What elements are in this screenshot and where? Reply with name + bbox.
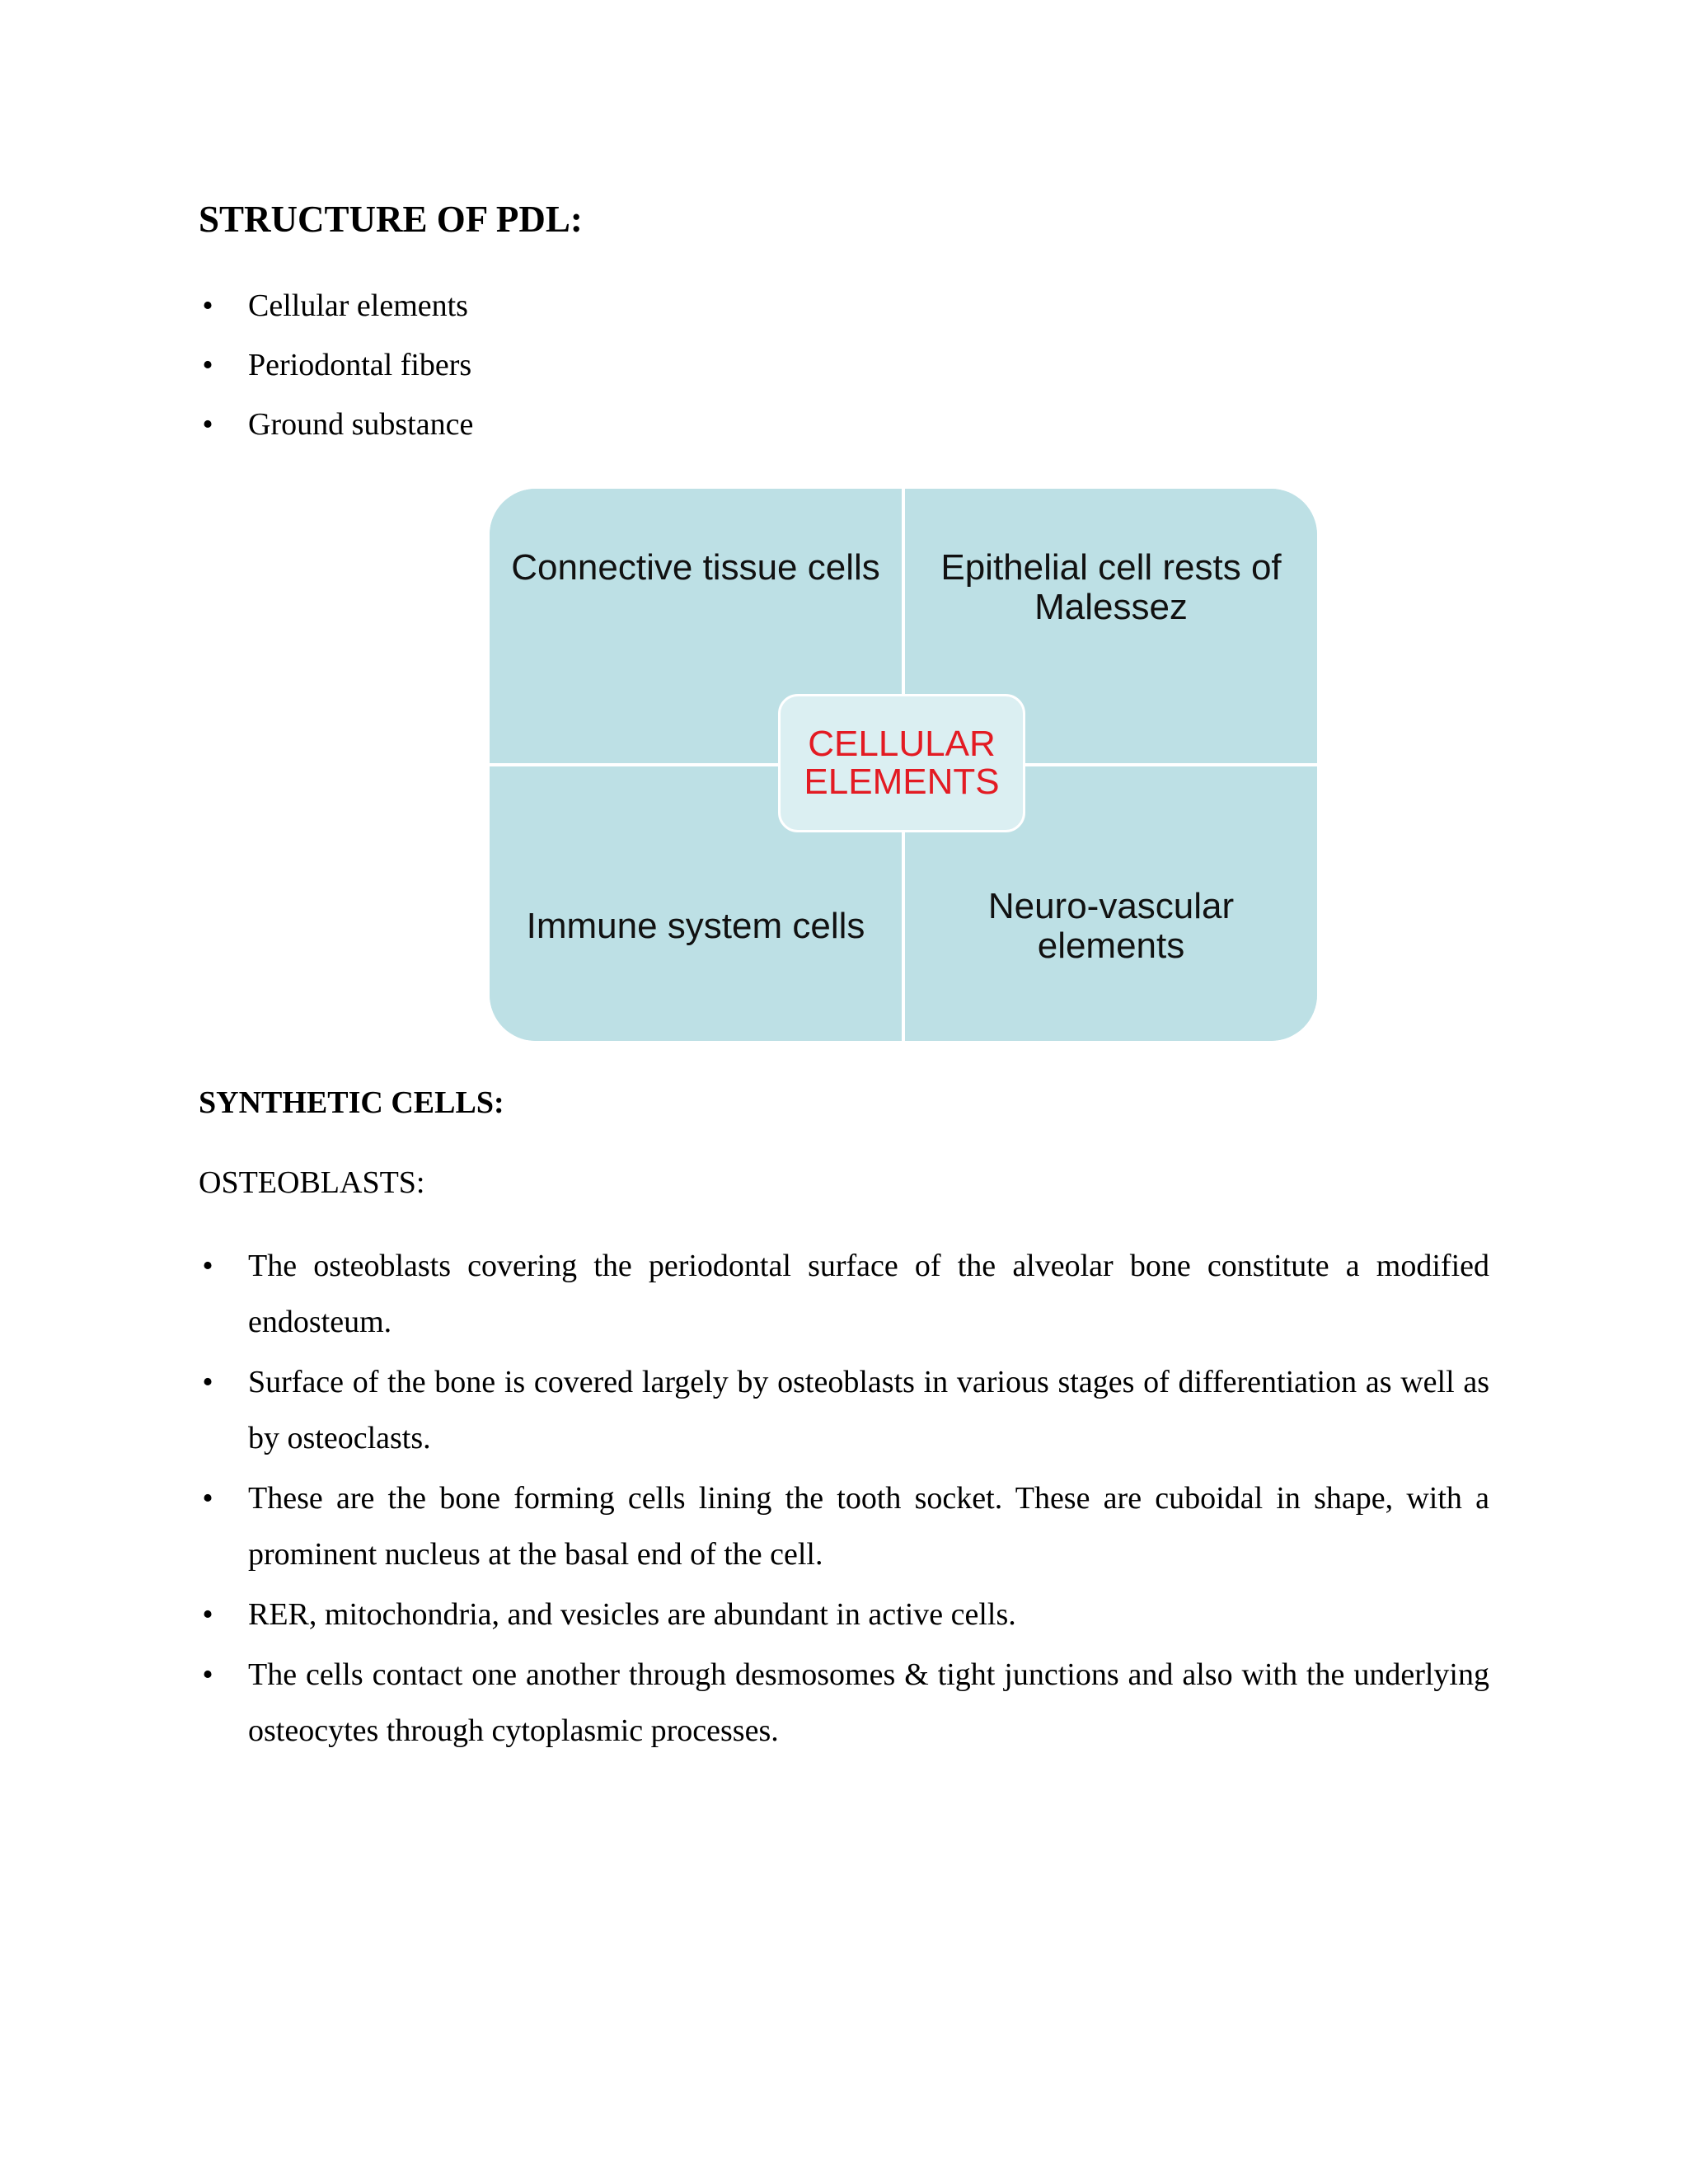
bullet-icon: • xyxy=(202,348,213,382)
bullet-icon: • xyxy=(202,1249,213,1283)
list-item-text: The osteoblasts covering the periodontal surface of the alveolar bone constitute a modified endosteum. xyxy=(248,1249,1489,1339)
list-item-text: The cells contact one another through desmosomes & tight junctions and also with the underlying osteocytes through cytoplasmic processes. xyxy=(248,1657,1489,1748)
cellular-elements-diagram xyxy=(490,489,1317,1041)
list-item xyxy=(199,344,1489,387)
list-item xyxy=(199,1470,1489,1582)
center-label-box xyxy=(778,694,1025,832)
list-item xyxy=(199,1238,1489,1350)
bullet-icon: • xyxy=(202,288,213,323)
quadrant-label: Immune system cells xyxy=(526,906,865,946)
list-item-text: Ground substance xyxy=(248,407,474,442)
list-item-text: RER, mitochondria, and vesicles are abundant in active cells. xyxy=(248,1597,1016,1632)
list-item xyxy=(199,284,1489,327)
list-item-text: Surface of the bone is covered largely by osteoblasts in various stages of differentiation as well as by osteoclasts. xyxy=(248,1365,1489,1455)
bullet-icon: • xyxy=(202,1481,213,1516)
list-item-text: Periodontal fibers xyxy=(248,348,472,382)
center-label: CELLULAR ELEMENTS xyxy=(804,724,1000,802)
list-item-text: Cellular elements xyxy=(248,288,468,323)
quadrant-label: Epithelial cell rests of Malessez xyxy=(940,547,1282,627)
section-title: STRUCTURE OF PDL: xyxy=(199,199,583,240)
list-item xyxy=(199,1354,1489,1466)
osteoblasts-heading: OSTEOBLASTS: xyxy=(199,1165,425,1200)
bullet-icon: • xyxy=(202,1365,213,1399)
osteoblast-points-list xyxy=(199,1238,1489,1763)
bullet-icon: • xyxy=(202,1597,213,1632)
synthetic-cells-heading: SYNTHETIC CELLS: xyxy=(199,1085,504,1120)
quadrant-label: Neuro-vascular elements xyxy=(987,886,1235,966)
list-item xyxy=(199,1647,1489,1759)
list-item xyxy=(199,403,1489,446)
quadrant-label: Connective tissue cells xyxy=(511,547,880,588)
structure-list xyxy=(199,284,1489,462)
list-item-text: These are the bone forming cells lining the tooth socket. These are cuboidal in shape, with a prominent nucleus at the basal end of the cell. xyxy=(248,1481,1489,1572)
bullet-icon: • xyxy=(202,407,213,442)
list-item xyxy=(199,1586,1489,1643)
bullet-icon: • xyxy=(202,1657,213,1692)
